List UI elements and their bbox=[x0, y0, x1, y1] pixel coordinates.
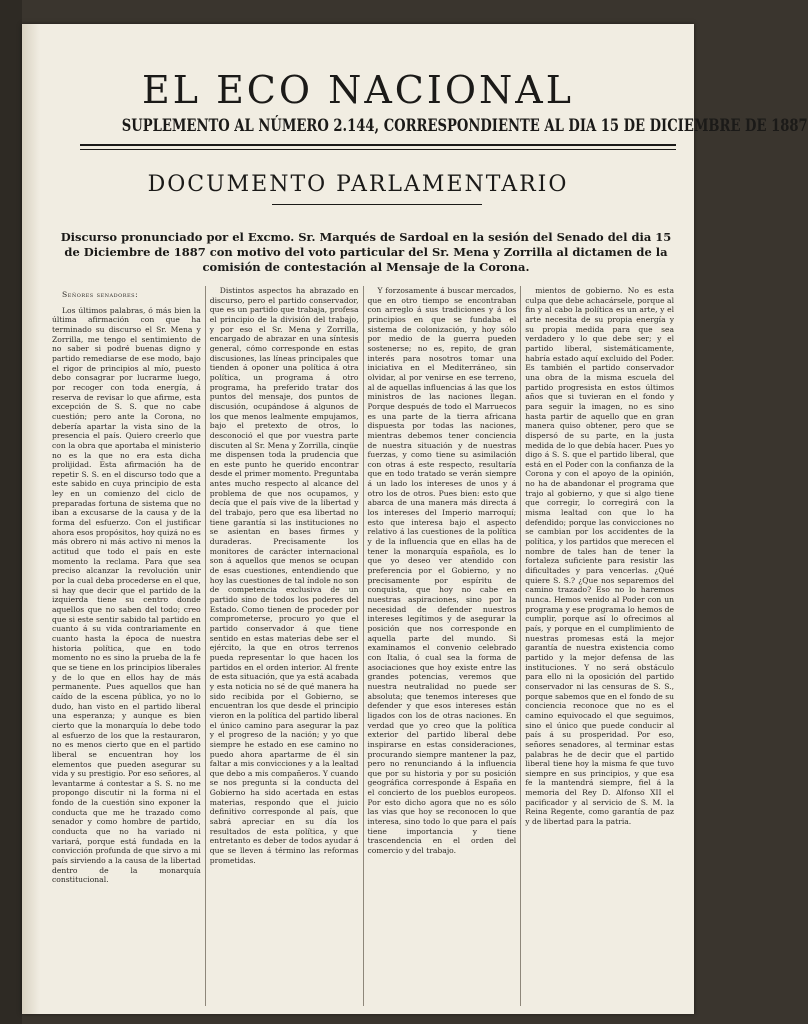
column-3 bbox=[364, 286, 522, 1006]
article-headline: Discurso pronunciado por el Excmo. Sr. Marqués de Sardoal en la sesión del Senado del dia 15 de Diciembre de 1887 con motivo del voto particular del Sr. Mena y Zorrilla al dictamen de la comisión de contestación al Mensaje de la Corona. bbox=[60, 230, 672, 274]
masthead-rule-thin bbox=[80, 149, 676, 150]
masthead-title: EL ECO NACIONAL bbox=[142, 68, 574, 112]
column-text: Distintos aspectos ha abrazado en discurso, pero el partido conservador, que es un partido que trabaja, profesa el principio de la división del trabajo, y por eso el Sr. Mena y Zorrilla, encargado de abrazar en una síntesis general, cómo corresponde en estas discusiones, las líneas principales que tienden á oponer una política á otra política, un programa á otro programa, ha preferido tratar dos puntos del mensaje, dos puntos de discusión, ocupándose á algunos de los que menos lealmente empujamos, bajo el pretexto de otros, lo desconoció el que por vuestra parte discuten al Sr. Mena y Zorrilla, cinqüe me dispensen toda la prudencia que en este punto he querido encontrar desde el primer momento. Preguntaba antes mucho respecto al alcance del problema de que nos ocupamos, y decía que el país vive de la libertad y del trabajo, pero que esa libertad no tiene garantía si las instituciones no se asientan en bases firmes y duraderas. Precisamente los monitores de carácter internacional son á aquellos que menos se ocupan de esas cuestiones, entendiendo que hoy las cuestiones de tal índole no son de competencia exclusiva de un partido sino de todos los poderes del Estado. Como tienen de proceder por comprometerse, procuro yo que el partido conservador á que tiene sentido en estas materias debe ser el ejército, la que en otros terrenos pueda representar lo que hacen los partidos en el orden interior. Al frente de esta situación, que ya está acabada y esta noticia no sé de qué manera ha sido recibida por el Gobierno, se encuentran los que desde el principio vieron en la política del partido liberal el único camino para asegurar la paz y el progreso de la nación; y yo que siempre he estado en ese camino no puedo ahora apartarme de él sin faltar a mis convicciones y a la lealtad que debo a mis compañeros. Y cuando se nos pregunta si la conducta del Gobierno ha sido acertada en estas materias, respondo que el juicio definitivo corresponde al país, que sabrá apreciar en su día los resultados de esta política, y que entretanto es deber de todos ayudar á que se lleven á término las reformas prometidas. bbox=[209, 286, 359, 865]
salutation: Señores senadores: bbox=[62, 290, 139, 299]
scan-edge bbox=[0, 0, 22, 1024]
column-text: Y forzosamente á buscar mercados, que en otro tiempo se encontraban con arreglo á sus tradiciones y á los principios en que se fundaba el sistema de colonización, y hoy sólo por medio de la guerra pueden sostenerse; no es, repito, de gran interés para nosotros tomar una iniciativa en el Mediterráneo, sin olvidar, al por venirse en ese terreno, al de aquellas influencias á las que los ministros de las naciones llegan. Porque después de todo el Marruecos es una parte de la tierra africana dispuesta por todas las naciones, mientras debemos tener conciencia de nuestra situación y de nuestras fuerzas, y como tiene su asimilación con otras á este respecto, resultaría que en todo tratado se verán siempre á un lado los intereses de unos y á otro los de otros. Pues bien: esto que abarca de una manera más directa á los intereses del Imperio marroquí; esto que interesa bajo el aspecto relativo á las cuestiones de la política y de la influencia que en ellas ha de tener la monarquía española, es lo que yo deseo ver atendido con preferencia por el Gobierno, y no precisamente por espíritu de conquista, que hoy no cabe en nuestras aspiraciones, sino por la necesidad de defender nuestros intereses legítimos y de asegurar la posición que nos corresponde en aquella parte del mundo. Si examinamos el convenio celebrado con Italia, ó cual sea la forma de asociaciones que hoy existe entre las grandes potencias, veremos que nuestra neutralidad no puede ser absoluta; que tenemos intereses que defender y que esos intereses están ligados con los de otras naciones. En verdad que yo creo que la política exterior del partido liberal debe inspirarse en estas consideraciones, procurando siempre mantener la paz, pero no renunciando á la influencia que por su historia y por su posición geográfica corresponde á España en el concierto de los pueblos europeos. Por esto dicho agora que no es sólo las vias que hoy se reconocen lo que interesa, sino todo lo que para el país tiene importancia y tiene trascendencia en el orden del comercio y del trabajo. bbox=[367, 286, 517, 856]
article-columns bbox=[48, 286, 678, 1006]
column-2 bbox=[206, 286, 364, 1006]
newspaper-page bbox=[22, 24, 808, 1014]
section-title: DOCUMENTO PARLAMENTARIO bbox=[147, 172, 569, 197]
section-rule bbox=[272, 204, 482, 205]
column-text: Los últimos palabras, ó más bien la última afirmación con que ha terminado su discurso el Sr. Mena y Zorrilla, me tengo el sentimiento de no saber si podré buenas digno y partido remediarse de ese modo, bajo el rigor de principios al mío, puesto debo consagrar por lucrarme luego, por recoger con toda energía, á reserva de revisar lo que afirme, esta excepción de S. S. que no cabe cuestión; pero ante la Corona, no debería apartar la vista sino de la presencia el país. Quiero creerlo que con la obra que aportaba el ministerio no es la que no era esta dicha prolijidad. Esta afirmación ha de repetir S. S. en el discurso todo que a este sabido en cuya principio de esta ley en un comienzo del ciclo de preparadas fortuna de sistema que no iban a excusarse de la causa y de la forma del esfuerzo. Con el justificar ahora esos propósitos, hoy quizá no es más obrero ni más activo ni menos la actitud que todo el país en este momento la reclama. Para que sea preciso alcanzar la revolución unir por la cual deba procederse en el que, si hay que decir que el partido de la izquierda tiene su centro donde aquellos que no saben del todo; creo que si este sentir sabido tal partido en cuanto á su vida contrariamente en cuanto hasta la época de nuestra historia política, que en todo momento no es sino la prueba de la fe que se tiene en los principios liberales y de lo que en ellos hay de más permanente. Pues aquellos que han caído de la escena pública, yo no lo dudo, han visto en el partido liberal una esperanza; y aunque es bien cierto que la monarquía lo debe todo al esfuerzo de los que la restauraron, no es menos cierto que en el partido liberal se encuentran hoy los elementos que pueden asegurar su vida y su prestigio. Por eso señores, al levantarme á contestar a S. S. no me propongo discutir ni la forma ni el fondo de la cuestión sino exponer la conducta que me he trazado como senador y como hombre de partido, conducta que no ha variado ni variará, porque está fundada en la convicción profunda de que sirvo a mi país sirviendo a la causa de la libertad dentro de la monarquía constitucional. bbox=[52, 305, 201, 885]
column-4 bbox=[521, 286, 678, 1006]
column-text: mientos de gobierno. No es esta culpa que debe achacársele, porque al fin y al cabo la política es un arte, y el arte necesita de su propia energía y su propia medida para que sea verdadero y lo que debe ser; y el partido liberal, sistemáticamente, habría estado aquí excluido del Poder. Es también el partido conservador una obra de la misma escuela del partido progresista en estos últimos años que si tuvieran en el fondo y para seguir la imagen, no es sino hasta partir de aquello que en gran manera quiso obtener, pero que se dispersó de su parte, en la justa medida de lo que debía hacer. Pues yo digo á S. S. que el partido liberal, que está en el Poder con la confianza de la Corona y con el apoyo de la opinión, no ha de abandonar el programa que trajo al gobierno, y que si algo tiene que corregir, lo corregirá con la misma lealtad con que lo ha defendido; porque las convicciones no se cambian por los accidentes de la política, y los partidos que merecen el nombre de tales han de tener la fortaleza suficiente para resistir las dificultades y para vencerlas. ¿Qué quiere S. S.? ¿Que nos separemos del camino trazado? Eso no lo haremos nunca. Hemos venido al Poder con un programa y ese programa lo hemos de cumplir, porque así lo ofrecimos al país, y porque en el cumplimiento de nuestras promesas está la mejor garantía de nuestra existencia como partido y la mejor defensa de las instituciones. Y no será obstáculo para ello ni la oposición del partido conservador ni las censuras de S. S., porque sabemos que en el fondo de su conciencia reconoce que no es el camino equivocado el que seguimos, sino el único que puede conducir al país á su prosperidad. Por eso, señores senadores, al terminar estas palabras he de decir que el partido liberal tiene hoy la misma fe que tuvo siempre en sus principios, y que esa fe la mantendrá siempre, fiel á la memoria del Rey D. Alfonso XII el pacificador y al servicio de S. M. la Reina Regente, como garantía de paz y de libertad para la patria. bbox=[525, 286, 674, 827]
supplement-line: SUPLEMENTO AL NÚMERO 2.144, CORRESPONDIENTE AL DIA 15 DE DICIEMBRE DE 1887 bbox=[121, 116, 808, 136]
column-1 bbox=[48, 286, 206, 1006]
masthead-rule bbox=[80, 144, 676, 146]
